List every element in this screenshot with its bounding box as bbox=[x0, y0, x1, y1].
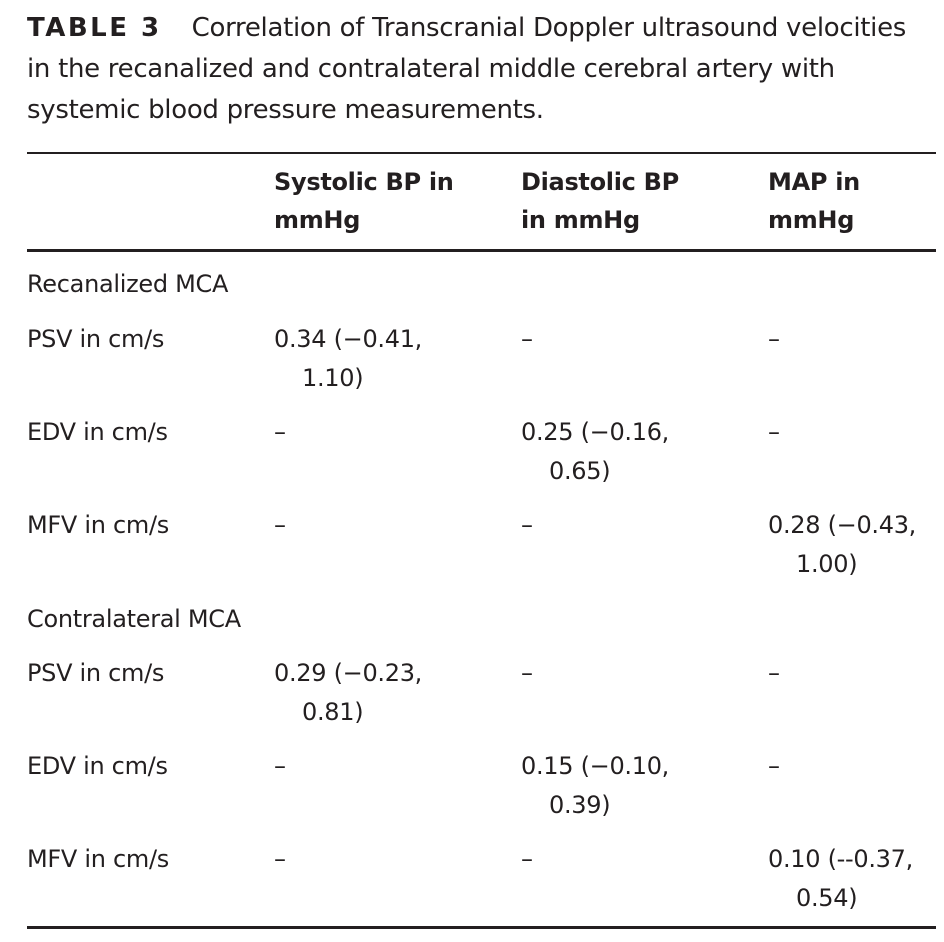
table-cell: 0.15 (−0.10, 0.39) bbox=[521, 752, 670, 819]
table-cell: – bbox=[768, 325, 780, 353]
row-label: MFV in cm/s bbox=[27, 511, 169, 539]
table-cell: 0.25 (−0.16, 0.65) bbox=[521, 418, 670, 485]
table-cell: 0.28 (−0.43, 1.00) bbox=[768, 511, 917, 578]
table-cell: – bbox=[768, 418, 780, 446]
table-cell: 0.29 (−0.23, 0.81) bbox=[274, 659, 423, 726]
column-header-systolic: Systolic BP in mmHg bbox=[274, 168, 454, 234]
table-cell: – bbox=[521, 511, 533, 539]
table-cell: – bbox=[274, 511, 286, 539]
row-label: MFV in cm/s bbox=[27, 845, 169, 873]
table-header-rule bbox=[27, 249, 936, 252]
caption-text: Correlation of Transcranial Doppler ultrasound velocities in the recanalized and contralateral middle cerebral artery with systemic blood pressure measurements. bbox=[27, 13, 907, 125]
table-cell: – bbox=[521, 325, 533, 353]
column-header-map: MAP in mmHg bbox=[768, 168, 860, 234]
row-label: EDV in cm/s bbox=[27, 418, 168, 446]
section-title-recanalized: Recanalized MCA bbox=[27, 270, 229, 298]
table-cell: – bbox=[521, 845, 533, 873]
table-cell: – bbox=[274, 752, 286, 780]
table-cell: 0.34 (−0.41, 1.10) bbox=[274, 325, 423, 392]
table-cell: – bbox=[768, 752, 780, 780]
table-label: TABLE 3 bbox=[27, 13, 162, 43]
row-label: EDV in cm/s bbox=[27, 752, 168, 780]
table-bottom-rule bbox=[27, 926, 936, 929]
table-top-rule bbox=[27, 152, 936, 154]
section-title-contralateral: Contralateral MCA bbox=[27, 605, 241, 633]
table-caption bbox=[27, 8, 932, 131]
table-cell: 0.10 (--0.37, 0.54) bbox=[768, 845, 913, 912]
table-cell: – bbox=[274, 418, 286, 446]
row-label: PSV in cm/s bbox=[27, 325, 165, 353]
table-cell: – bbox=[521, 659, 533, 687]
table-cell: – bbox=[768, 659, 780, 687]
table-cell: – bbox=[274, 845, 286, 873]
column-header-diastolic: Diastolic BP in mmHg bbox=[521, 168, 679, 234]
row-label: PSV in cm/s bbox=[27, 659, 165, 687]
